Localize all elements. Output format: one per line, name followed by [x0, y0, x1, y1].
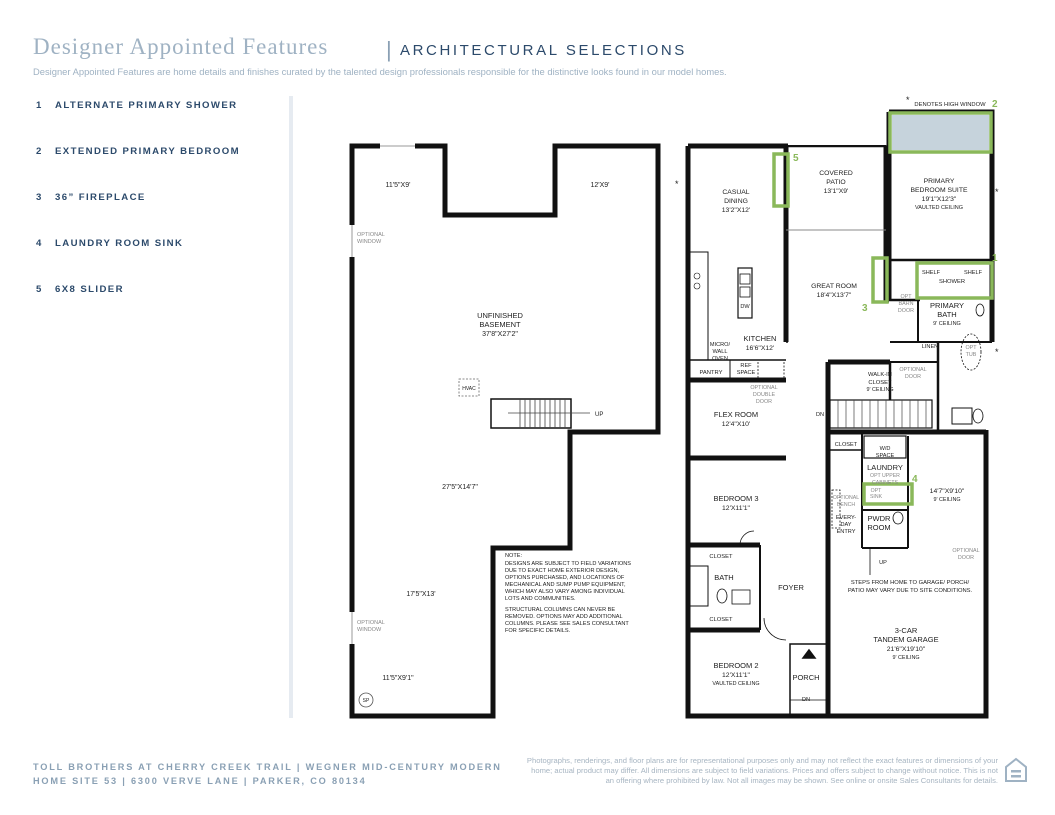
svg-text:DESIGNS ARE SUBJECT TO FIELD V: DESIGNS ARE SUBJECT TO FIELD VARIATIONS	[505, 561, 631, 567]
svg-text:WINDOW: WINDOW	[357, 239, 382, 245]
svg-text:HVAC: HVAC	[462, 386, 476, 392]
svg-text:12'4"X10': 12'4"X10'	[721, 421, 751, 428]
page-subtitle: ARCHITECTURAL SELECTIONS	[400, 42, 687, 59]
svg-text:VAULTED CEILING: VAULTED CEILING	[914, 205, 964, 211]
svg-text:DOOR: DOOR	[755, 399, 773, 405]
svg-text:OPT: OPT	[965, 345, 977, 351]
svg-text:CLOSET: CLOSET	[868, 380, 892, 386]
svg-text:TANDEM GARAGE: TANDEM GARAGE	[873, 635, 939, 644]
svg-text:BARN: BARN	[898, 301, 914, 307]
title-separator: |	[386, 37, 392, 62]
svg-text:OPTIONAL: OPTIONAL	[750, 385, 778, 391]
svg-text:W/D: W/D	[879, 446, 891, 452]
svg-text:12'X11'1": 12'X11'1"	[722, 672, 750, 679]
svg-text:BENCH: BENCH	[836, 502, 856, 508]
svg-text:17'5"X13': 17'5"X13'	[406, 591, 436, 598]
svg-text:BEDROOM 2: BEDROOM 2	[713, 661, 759, 670]
svg-text:13'2"X12': 13'2"X12'	[721, 207, 751, 214]
svg-text:CABINETS: CABINETS	[872, 480, 898, 486]
svg-text:3-CAR: 3-CAR	[894, 626, 918, 635]
svg-text:OPT: OPT	[870, 488, 882, 494]
svg-text:COVERED: COVERED	[819, 170, 853, 177]
feature-item: 2 EXTENDED PRIMARY BEDROOM	[36, 146, 240, 157]
svg-text:SP: SP	[362, 698, 370, 704]
svg-text:CLOSET: CLOSET	[834, 442, 858, 448]
svg-text:OPTIONAL: OPTIONAL	[952, 548, 980, 554]
feature-item: 5 6X8 SLIDER	[36, 284, 124, 295]
svg-text:12'X9': 12'X9'	[590, 182, 610, 189]
svg-text:CLOSET: CLOSET	[709, 617, 733, 623]
svg-text:UNFINISHED: UNFINISHED	[477, 311, 523, 320]
svg-text:SINK: SINK	[869, 494, 883, 500]
svg-text:DENOTES HIGH WINDOW: DENOTES HIGH WINDOW	[914, 102, 986, 108]
footer-disclaimer: Photographs, renderings, and floor plans are for representational purposes only and may not reflect the exact features or dimensions of your home; actual product may differ. All dimensions are subject to field variations. Prices and offers subject to change without notice. This is not an offering where prohibited by law. Not all images may be shown. See online or onsite Sales Consultants for details.	[526, 756, 998, 785]
svg-text:DOOR: DOOR	[904, 374, 922, 380]
svg-text:TUB: TUB	[965, 352, 977, 358]
svg-text:11'5"X9': 11'5"X9'	[385, 182, 411, 189]
svg-text:OPT UPPER: OPT UPPER	[870, 473, 900, 479]
svg-text:ROOM: ROOM	[867, 523, 891, 532]
svg-text:PRIMARY: PRIMARY	[929, 301, 965, 310]
svg-text:STEPS FROM HOME TO GARAGE/ POR: STEPS FROM HOME TO GARAGE/ PORCH/	[850, 580, 970, 586]
svg-text:OPTIONAL: OPTIONAL	[357, 232, 385, 238]
svg-text:LAUNDRY: LAUNDRY	[867, 463, 903, 472]
svg-text:CLOSET: CLOSET	[709, 554, 733, 560]
svg-text:BEDROOM SUITE: BEDROOM SUITE	[910, 187, 968, 194]
svg-text:REF: REF	[740, 363, 752, 369]
svg-text:WALK-IN: WALK-IN	[868, 372, 892, 378]
svg-text:UP: UP	[595, 412, 604, 418]
svg-text:14'7"X9'10": 14'7"X9'10"	[929, 488, 965, 495]
vertical-divider	[289, 96, 293, 718]
main-floor-labels	[700, 102, 987, 703]
svg-text:9' CEILING: 9' CEILING	[866, 387, 894, 393]
note-block	[505, 553, 631, 634]
svg-text:18'4"X13'7": 18'4"X13'7"	[816, 292, 852, 299]
svg-text:9' CEILING: 9' CEILING	[933, 497, 961, 503]
floor-plans	[300, 90, 1020, 730]
svg-text:PANTRY: PANTRY	[699, 370, 723, 376]
feature-item: 3 36” FIREPLACE	[36, 192, 146, 203]
svg-text:BATH: BATH	[714, 573, 734, 582]
svg-text:DUE TO EXACT HOME EXTERIOR DES: DUE TO EXACT HOME EXTERIOR DESIGN,	[505, 568, 620, 574]
intro-text: Designer Appointed Features are home details and finishes curated by the talented design professionals responsible for the distinctive looks found in our model homes.	[33, 66, 727, 77]
svg-text:9' CEILING: 9' CEILING	[892, 655, 920, 661]
svg-text:SHOWER: SHOWER	[938, 279, 966, 285]
svg-text:DOOR: DOOR	[957, 555, 975, 561]
svg-text:EVERY-: EVERY-	[835, 515, 857, 521]
svg-text:16'6"X12': 16'6"X12'	[745, 345, 775, 352]
svg-text:13'1"X9': 13'1"X9'	[823, 188, 849, 195]
svg-text:SHELF: SHELF	[963, 270, 983, 276]
svg-text:OPTIONAL: OPTIONAL	[357, 620, 385, 626]
svg-text:DAY: DAY	[840, 522, 852, 528]
svg-text:BATH: BATH	[937, 310, 957, 319]
svg-text:PATIO: PATIO	[826, 179, 846, 186]
svg-text:VAULTED CEILING: VAULTED CEILING	[712, 681, 760, 687]
svg-text:PWDR: PWDR	[867, 514, 891, 523]
svg-text:OPTIONS PURCHASED, AND LOCATIO: OPTIONS PURCHASED, AND LOCATIONS OF	[505, 575, 625, 581]
svg-text:WINDOW: WINDOW	[357, 627, 382, 633]
page-title: Designer Appointed Features	[33, 34, 329, 59]
svg-text:BASEMENT: BASEMENT	[479, 320, 521, 329]
svg-text:SPACE: SPACE	[875, 453, 895, 459]
svg-text:MECHANICAL AND SUMP PUMP EQUIP: MECHANICAL AND SUMP PUMP EQUIPMENT,	[505, 582, 626, 588]
footer-address: TOLL BROTHERS AT CHERRY CREEK TRAIL | WEGNER MID-CENTURY MODERN HOME SITE 53 | 6300 VERVE LANE | PARKER, CO 80134	[33, 762, 502, 786]
svg-text:3: 3	[862, 303, 868, 314]
svg-text:DINING: DINING	[724, 198, 748, 205]
svg-text:OPTIONAL: OPTIONAL	[899, 367, 927, 373]
svg-text:11'5"X9'1": 11'5"X9'1"	[382, 675, 414, 682]
svg-text:*: *	[675, 179, 679, 189]
svg-text:DOUBLE: DOUBLE	[752, 392, 776, 398]
svg-text:COLUMNS. PLEASE SEE SALES CONS: COLUMNS. PLEASE SEE SALES CONSULTANT	[505, 621, 629, 627]
svg-text:2: 2	[992, 99, 998, 110]
svg-text:*: *	[906, 95, 910, 105]
feature-list	[36, 100, 286, 330]
svg-text:19'1"X12'3": 19'1"X12'3"	[921, 196, 957, 203]
svg-text:CASUAL: CASUAL	[722, 189, 750, 196]
svg-text:DN: DN	[801, 697, 811, 703]
svg-text:PRIMARY: PRIMARY	[923, 178, 955, 185]
feature-item: 4 LAUNDRY ROOM SINK	[36, 238, 184, 249]
svg-text:*: *	[995, 347, 999, 357]
svg-text:OVEN: OVEN	[712, 356, 728, 362]
svg-text:*: *	[995, 187, 999, 197]
feature-item: 1 ALTERNATE PRIMARY SHOWER	[36, 100, 238, 111]
svg-text:1: 1	[992, 253, 998, 264]
svg-text:LOTS AND COMMUNITIES.: LOTS AND COMMUNITIES.	[505, 596, 576, 602]
svg-text:OPT: OPT	[900, 294, 912, 300]
svg-text:ENTRY: ENTRY	[836, 529, 856, 535]
extended-bedroom-fill	[892, 115, 989, 150]
svg-text:GREAT ROOM: GREAT ROOM	[811, 283, 857, 290]
svg-text:LINEN: LINEN	[921, 344, 939, 350]
svg-text:WALL: WALL	[712, 349, 728, 355]
svg-text:MICRO/: MICRO/	[709, 342, 731, 348]
equal-housing-opportunity-icon	[1004, 757, 1028, 785]
svg-text:OPTIONAL: OPTIONAL	[832, 495, 860, 501]
svg-text:21'6"X19'10": 21'6"X19'10"	[886, 646, 926, 653]
svg-text:FOR SPECIFIC DETAILS.: FOR SPECIFIC DETAILS.	[505, 628, 571, 634]
svg-text:PORCH: PORCH	[792, 673, 820, 682]
svg-text:DW: DW	[740, 304, 750, 310]
svg-text:WHICH MAY ALSO VARY AMONG INDI: WHICH MAY ALSO VARY AMONG INDIVIDUAL	[505, 589, 625, 595]
svg-text:9' CEILING: 9' CEILING	[933, 321, 961, 327]
svg-text:12'X11'1": 12'X11'1"	[722, 505, 750, 512]
svg-text:FOYER: FOYER	[778, 583, 804, 592]
svg-text:DOOR: DOOR	[897, 308, 915, 314]
svg-text:BEDROOM 3: BEDROOM 3	[713, 494, 759, 503]
svg-text:UP: UP	[879, 560, 887, 566]
svg-text:SPACE: SPACE	[736, 370, 756, 376]
svg-text:27'5"X14'7": 27'5"X14'7"	[442, 484, 478, 491]
svg-text:SHELF: SHELF	[921, 270, 941, 276]
svg-text:NOTE:: NOTE:	[505, 553, 523, 559]
svg-text:5: 5	[793, 153, 799, 164]
svg-text:STRUCTURAL COLUMNS CAN NEVER B: STRUCTURAL COLUMNS CAN NEVER BE	[505, 607, 616, 613]
svg-text:4: 4	[912, 474, 918, 485]
svg-text:PATIO MAY VARY DUE TO SITE CON: PATIO MAY VARY DUE TO SITE CONDITIONS.	[847, 588, 973, 594]
svg-text:37'8"X27'2": 37'8"X27'2"	[482, 331, 518, 338]
svg-text:KITCHEN: KITCHEN	[743, 334, 777, 343]
svg-text:FLEX ROOM: FLEX ROOM	[713, 410, 759, 419]
svg-text:DN: DN	[815, 412, 825, 418]
svg-text:REMOVED. OPTIONS MAY ADD ADDIT: REMOVED. OPTIONS MAY ADD ADDITIONAL	[505, 614, 623, 620]
